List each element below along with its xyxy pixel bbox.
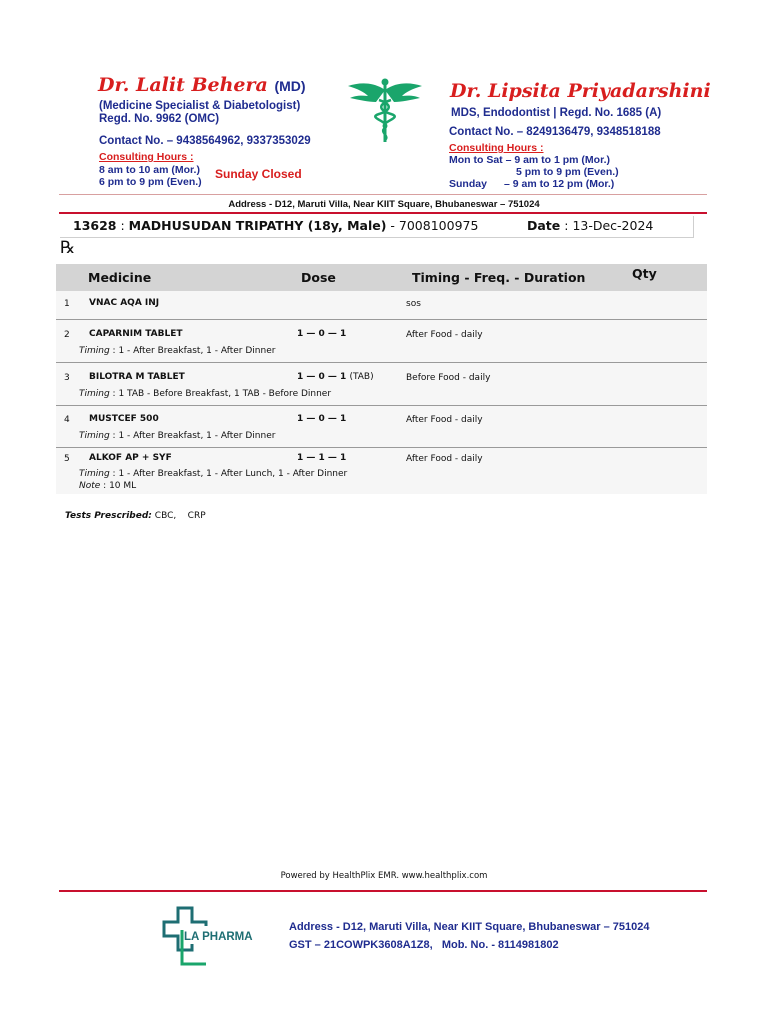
patient-underline — [60, 237, 694, 238]
row-number: 3 — [64, 373, 70, 383]
medicine-timing: After Food - daily — [406, 415, 483, 425]
medicine-timing: sos — [406, 299, 421, 309]
medicine-dose: 1 — 1 — 1 — [297, 453, 347, 463]
doctor1-contact: Contact No. – 9438564962, 9337353029 — [99, 135, 311, 147]
patient-info: 13628 : MADHUSUDAN TRIPATHY (18y, Male) - 7008100975 — [73, 218, 479, 233]
patient-box-edge — [693, 216, 694, 238]
date-label: Date — [527, 218, 561, 233]
header-dose: Dose — [301, 270, 336, 285]
footer-divider — [59, 890, 707, 892]
footer-address: Address - D12, Maruti Villa, Near KIIT Square, Bhubaneswar – 751024 — [289, 921, 650, 933]
medicine-dose: 1 — 0 — 1 — [297, 414, 347, 424]
doctor1-hours-evening: 6 pm to 9 pm (Even.) — [99, 176, 202, 188]
patient-id: 13628 — [73, 218, 117, 233]
doctor2-contact: Contact No. – 8249136479, 9348518188 — [449, 126, 661, 138]
footer-gst: GST – 21COWPK3608A1Z8, Mob. No. - 8114981802 — [289, 939, 559, 951]
doctor2-name: Dr. Lipsita Priyadarshini — [450, 80, 711, 102]
medicine-name: VNAC AQA INJ — [89, 298, 160, 308]
doctor1-degree: (MD) — [274, 78, 306, 94]
row-number: 5 — [64, 454, 70, 464]
table-row — [56, 291, 707, 320]
table-row — [56, 320, 707, 363]
powered-by: Powered by HealthPlix EMR. www.healthplix.com — [280, 871, 488, 881]
table-row — [56, 406, 707, 448]
header-divider-top — [59, 194, 707, 195]
row-number: 2 — [64, 330, 70, 340]
header-qty: Qty — [632, 266, 657, 281]
medicine-timing-detail: Timing : 1 - After Breakfast, 1 - After Dinner — [79, 346, 276, 356]
tests-list: CBC, CRP — [154, 511, 206, 521]
header-divider-bottom — [59, 212, 707, 214]
header-timing: Timing - Freq. - Duration — [412, 270, 586, 285]
caduceus-icon — [346, 76, 424, 144]
medicine-timing-detail: Timing : 1 - After Breakfast, 1 - After Dinner — [79, 431, 276, 441]
medicine-name: MUSTCEF 500 — [89, 414, 159, 424]
doctor1-regd: Regd. No. 9962 (OMC) — [99, 113, 220, 125]
clinic-address: Address - D12, Maruti Villa, Near KIIT Square, Bhubaneswar – 751024 — [228, 199, 540, 210]
doctor2-hours-sunday: Sunday — [449, 178, 487, 190]
row-number: 1 — [64, 299, 70, 309]
doctor1-name: Dr. Lalit Behera (MD) — [98, 74, 306, 96]
doctor1-hours-label: Consulting Hours : — [99, 151, 194, 163]
tests-prescribed — [65, 511, 206, 521]
medicine-timing-detail: Timing : 1 TAB - Before Breakfast, 1 TAB - Before Dinner — [79, 389, 332, 399]
doctor1-hours-morning: 8 am to 10 am (Mor.) — [99, 164, 200, 176]
medicine-timing: After Food - daily — [406, 454, 483, 464]
patient-name: MADHUSUDAN TRIPATHY (18y, Male) — [128, 218, 387, 233]
medicine-timing-detail: Timing : 1 - After Breakfast, 1 - After Lunch, 1 - After Dinner — [79, 469, 348, 479]
prescription-date: Date : 13-Dec-2024 — [527, 218, 654, 233]
patient-phone: 7008100975 — [398, 218, 479, 233]
table-row — [56, 363, 707, 406]
doctor2-hours-line2: 5 pm to 9 pm (Even.) — [516, 166, 619, 178]
rx-symbol: ℞ — [60, 238, 76, 258]
doctor2-hours-label: Consulting Hours : — [449, 142, 544, 154]
medicine-name: CAPARNIM TABLET — [89, 329, 183, 339]
medicine-note: Note : 10 ML — [79, 481, 137, 491]
medicine-timing: Before Food - daily — [406, 373, 491, 383]
medicine-name: ALKOF AP + SYF — [89, 453, 172, 463]
medicine-timing: After Food - daily — [406, 330, 483, 340]
tests-label: Tests Prescribed: — [65, 511, 152, 521]
doctor1-specialty: (Medicine Specialist & Diabetologist) — [99, 100, 301, 112]
sunday-closed: Sunday Closed — [215, 167, 302, 181]
row-number: 4 — [64, 415, 70, 425]
doctor2-degree: MDS, Endodontist | Regd. No. 1685 (A) — [451, 107, 662, 119]
doctor2-hours-sunday-time: – 9 am to 12 pm (Mor.) — [504, 178, 615, 190]
svg-text:LA PHARMA: LA PHARMA — [184, 931, 253, 943]
header-medicine: Medicine — [88, 270, 152, 285]
medicine-dose: 1 — 0 — 1 (TAB) — [297, 372, 374, 382]
medicine-name: BILOTRA M TABLET — [89, 372, 185, 382]
date-value: 13-Dec-2024 — [572, 218, 654, 233]
la-pharma-logo-icon — [158, 904, 270, 970]
medicine-table-header — [56, 264, 707, 291]
doctor2-hours-line1: Mon to Sat – 9 am to 1 pm (Mor.) — [449, 154, 611, 166]
medicine-dose: 1 — 0 — 1 — [297, 329, 347, 339]
table-row — [56, 448, 707, 494]
